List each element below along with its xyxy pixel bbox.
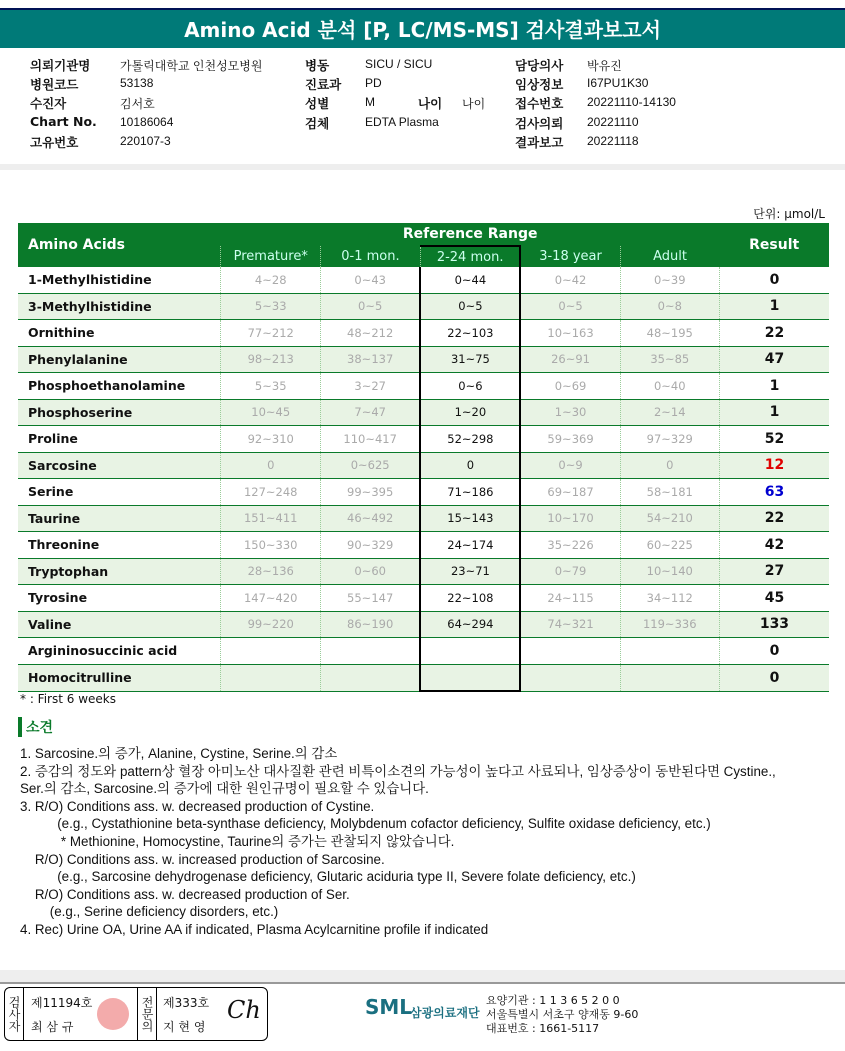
info-value: 20221110: [587, 115, 639, 129]
reference-range: 0~42: [520, 267, 620, 293]
reference-range: [620, 664, 719, 691]
finding-line: (e.g., Serine deficiency disorders, etc.): [20, 904, 279, 920]
reference-range: 74~321: [520, 611, 620, 638]
org-name: 삼광의료재단: [410, 1006, 480, 1020]
finding-line: 4. Rec) Urine OA, Urine AA if indicated, Plasma Acylcarnitine profile if indicated: [20, 921, 489, 937]
info-value: I67PU1K30: [587, 76, 649, 90]
reference-range: 3~27: [321, 373, 421, 400]
reference-range: 52~298: [420, 426, 520, 453]
reference-range: 1~30: [520, 399, 620, 426]
reference-range: [520, 638, 620, 665]
reference-range: 98~213: [221, 346, 321, 373]
info-value: 20221118: [587, 134, 639, 148]
table-row: [18, 426, 829, 453]
reference-range: 99~395: [321, 479, 421, 506]
amino-acid-name: Phosphoserine: [28, 404, 133, 420]
amino-acid-name: 1-Methylhistidine: [28, 272, 152, 288]
doctor-name: 지 현 영: [163, 1020, 206, 1034]
seal-stamp: [97, 998, 129, 1030]
info-value: PD: [365, 76, 382, 90]
result-value: 1: [719, 373, 829, 400]
info-value: 나이: [462, 97, 486, 111]
reference-range: 86~190: [321, 611, 421, 638]
amino-acid-name: Homocitrulline: [28, 670, 132, 685]
result-value: 0: [719, 638, 829, 665]
info-label: 임상정보: [515, 77, 564, 92]
info-label: Chart No.: [30, 114, 97, 129]
result-value: 47: [719, 346, 829, 373]
amino-acid-name: 3-Methylhistidine: [28, 298, 152, 314]
reference-range: 0~8: [620, 293, 719, 320]
reference-range: 59~369: [520, 426, 620, 453]
finding-line: 3. R/O) Conditions ass. w. decreased production of Cystine.: [20, 798, 375, 814]
reference-range: [520, 664, 620, 691]
result-value: 133: [719, 611, 829, 638]
reference-range: 58~181: [620, 479, 719, 506]
finding-line: R/O) Conditions ass. w. increased production of Sarcosine.: [20, 851, 385, 867]
header-result: Result: [719, 223, 829, 267]
result-value: 0: [719, 267, 829, 293]
info-label: 고유번호: [30, 135, 79, 150]
reference-range: 0: [420, 452, 520, 479]
reference-range: 60~225: [620, 532, 719, 559]
table-row: [18, 373, 829, 400]
unit-label: 단위: µmol/L: [753, 207, 825, 221]
result-value: 52: [719, 426, 829, 453]
reference-range: 5~35: [221, 373, 321, 400]
info-value: EDTA Plasma: [365, 115, 439, 129]
result-value: 42: [719, 532, 829, 559]
info-value: 김서호: [120, 97, 155, 111]
result-value: 22: [719, 320, 829, 347]
header-age-group: 3-18 year: [520, 246, 620, 267]
reference-range: 48~212: [321, 320, 421, 347]
result-value: 27: [719, 558, 829, 585]
reference-range: 69~187: [520, 479, 620, 506]
footnote: * : First 6 weeks: [20, 692, 116, 706]
tester-name: 최 삼 규: [31, 1020, 74, 1034]
signature-mark: Ch: [227, 996, 261, 1024]
sml-logo: SML: [365, 995, 413, 1019]
header-age-group: Premature*: [221, 246, 321, 267]
finding-line: R/O) Conditions ass. w. decreased production of Ser.: [20, 886, 350, 902]
reference-range: 46~492: [321, 505, 421, 532]
reference-range: 0~5: [321, 293, 421, 320]
reference-range: 0~79: [520, 558, 620, 585]
amino-acid-name: Threonine: [28, 537, 100, 553]
info-label: 결과보고: [515, 135, 564, 150]
finding-line: (e.g., Cystathionine beta-synthase deficiency, Molybdenum cofactor deficiency, Sulfite oxidase deficiency, etc.): [20, 816, 711, 832]
info-label: 나이: [418, 96, 443, 111]
info-label: 병원코드: [30, 77, 79, 92]
result-value: 1: [719, 399, 829, 426]
reference-range: 34~112: [620, 585, 719, 612]
reference-range: 7~47: [321, 399, 421, 426]
amino-acid-name: Tryptophan: [28, 563, 109, 579]
amino-acid-name: Serine: [28, 484, 74, 500]
reference-range: [221, 638, 321, 665]
reference-range: 35~226: [520, 532, 620, 559]
info-label: 접수번호: [515, 96, 564, 111]
reference-range: 97~329: [620, 426, 719, 453]
reference-range: 48~195: [620, 320, 719, 347]
table-row: [18, 293, 829, 320]
reference-range: 0~5: [420, 293, 520, 320]
reference-range: 24~174: [420, 532, 520, 559]
reference-range: 0~60: [321, 558, 421, 585]
divider: [0, 164, 845, 170]
footer-bar: [0, 970, 845, 984]
table-row: [18, 479, 829, 506]
info-value: 20221110-14130: [587, 95, 676, 109]
result-value: 22: [719, 505, 829, 532]
amino-acid-name: Proline: [28, 431, 78, 447]
findings-title: 소견: [18, 717, 53, 737]
info-value: 220107-3: [120, 134, 171, 148]
reference-range: 127~248: [221, 479, 321, 506]
info-label: 의뢰기관명: [30, 58, 91, 73]
table-row: [18, 664, 829, 691]
tester-no: 제11194호: [31, 996, 93, 1010]
reference-range: 0~6: [420, 373, 520, 400]
reference-range: 90~329: [321, 532, 421, 559]
org-phone: 대표번호 : 1661-5117: [486, 1022, 600, 1035]
amino-acid-name: Valine: [28, 616, 72, 632]
reference-range: 0~43: [321, 267, 421, 293]
signature-box: [4, 987, 268, 1041]
amino-acid-name: Phosphoethanolamine: [28, 378, 186, 394]
reference-range: 38~137: [321, 346, 421, 373]
reference-range: [221, 664, 321, 691]
amino-acid-name: Tyrosine: [28, 590, 88, 606]
table-row: [18, 611, 829, 638]
info-value: 가톨릭대학교 인천성모병원: [120, 59, 263, 73]
reference-range: 92~310: [221, 426, 321, 453]
doctor-no: 제333호: [163, 996, 210, 1010]
table-row: [18, 532, 829, 559]
org-address: [486, 994, 638, 1036]
finding-line: (e.g., Sarcosine dehydrogenase deficiency, Glutaric aciduria type II, Severe folate deficiency, etc.): [20, 869, 636, 885]
header-age-group: Adult: [620, 246, 719, 267]
info-label: 수진자: [30, 96, 67, 111]
table-row: [18, 558, 829, 585]
reference-range: 10~45: [221, 399, 321, 426]
table-row: [18, 505, 829, 532]
table-row: [18, 267, 829, 293]
finding-line: 1. Sarcosine.의 증가, Alanine, Cystine, Serine.의 감소: [20, 746, 338, 761]
org-addr: 서울특별시 서초구 양재동 9-60: [486, 1008, 639, 1021]
finding-line: Ser.의 감소, Sarcosine.의 증가에 대한 원인규명이 필요할 수 있습니다.: [20, 781, 429, 797]
amino-acid-name: Taurine: [28, 510, 81, 526]
reference-range: 77~212: [221, 320, 321, 347]
result-value: 12: [719, 452, 829, 479]
amino-acid-name: Argininosuccinic acid: [28, 643, 178, 659]
reference-range: 31~75: [420, 346, 520, 373]
reference-range: 28~136: [221, 558, 321, 585]
org-code: 요양기관 : 1 1 3 6 5 2 0 0: [486, 994, 620, 1007]
report-title: Amino Acid 분석 [P, LC/MS-MS] 검사결과보고서: [0, 8, 845, 48]
doctor-label: 전문의: [138, 988, 157, 1040]
amino-acid-name: Ornithine: [28, 325, 95, 341]
findings-text: [20, 745, 776, 939]
reference-range: 0~69: [520, 373, 620, 400]
finding-line: 2. 증감의 정도와 pattern상 혈장 아미노산 대사질환 관련 비특이소견의 가능성이 높다고 사료되나, 임상증상이 동반된다면 Cystine.,: [20, 763, 776, 779]
reference-range: [420, 638, 520, 665]
reference-range: 15~143: [420, 505, 520, 532]
reference-range: 22~103: [420, 320, 520, 347]
reference-range: 0~39: [620, 267, 719, 293]
info-label: 검체: [305, 116, 330, 131]
result-value: 45: [719, 585, 829, 612]
reference-range: [321, 638, 421, 665]
info-value: 10186064: [120, 115, 174, 129]
reference-range: 119~336: [620, 611, 719, 638]
table-row: [18, 320, 829, 347]
reference-range: 5~33: [221, 293, 321, 320]
reference-range: 35~85: [620, 346, 719, 373]
reference-range: 10~170: [520, 505, 620, 532]
table-row: [18, 399, 829, 426]
reference-range: 24~115: [520, 585, 620, 612]
result-value: 0: [719, 664, 829, 691]
reference-range: 64~294: [420, 611, 520, 638]
amino-acid-name: Sarcosine: [28, 457, 97, 473]
result-value: 63: [719, 479, 829, 506]
reference-range: 0: [620, 452, 719, 479]
header-amino-acids: Amino Acids: [18, 223, 221, 267]
info-value: 53138: [120, 76, 154, 90]
info-label: 병동: [305, 58, 330, 73]
reference-range: 71~186: [420, 479, 520, 506]
amino-acid-name: Phenylalanine: [28, 351, 128, 367]
reference-range: 150~330: [221, 532, 321, 559]
finding-line: * Methionine, Homocystine, Taurine의 증가는 관찰되지 않았습니다.: [20, 833, 455, 849]
reference-range: 4~28: [221, 267, 321, 293]
reference-range: 0~9: [520, 452, 620, 479]
reference-range: 0~5: [520, 293, 620, 320]
reference-range: 147~420: [221, 585, 321, 612]
reference-range: [321, 664, 421, 691]
info-label: 검사의뢰: [515, 116, 564, 131]
reference-range: 99~220: [221, 611, 321, 638]
reference-range: 23~71: [420, 558, 520, 585]
reference-range: [620, 638, 719, 665]
reference-range: [420, 664, 520, 691]
header-reference-range: Reference Range: [221, 223, 719, 246]
reference-range: 10~163: [520, 320, 620, 347]
reference-range: 0~44: [420, 267, 520, 293]
table-row: [18, 452, 829, 479]
table-row: [18, 638, 829, 665]
reference-range: 1~20: [420, 399, 520, 426]
table-row: [18, 346, 829, 373]
info-value: M: [365, 95, 375, 109]
info-value: SICU / SICU: [365, 57, 433, 71]
result-value: 1: [719, 293, 829, 320]
reference-range: 22~108: [420, 585, 520, 612]
reference-range: 54~210: [620, 505, 719, 532]
amino-acid-table: [18, 223, 829, 692]
info-value: 박유진: [587, 59, 622, 73]
reference-range: 0~40: [620, 373, 719, 400]
tester-label: 검사자: [5, 988, 24, 1040]
reference-range: 2~14: [620, 399, 719, 426]
reference-range: 110~417: [321, 426, 421, 453]
info-label: 진료과: [305, 77, 342, 92]
reference-range: 10~140: [620, 558, 719, 585]
reference-range: 151~411: [221, 505, 321, 532]
info-label: 성별: [305, 96, 330, 111]
reference-range: 0~625: [321, 452, 421, 479]
reference-range: 0: [221, 452, 321, 479]
reference-range: 55~147: [321, 585, 421, 612]
reference-range: 26~91: [520, 346, 620, 373]
info-label: 담당의사: [515, 58, 564, 73]
table-row: [18, 585, 829, 612]
header-age-group: 0-1 mon.: [321, 246, 421, 267]
header-age-group: 2-24 mon.: [420, 246, 520, 267]
